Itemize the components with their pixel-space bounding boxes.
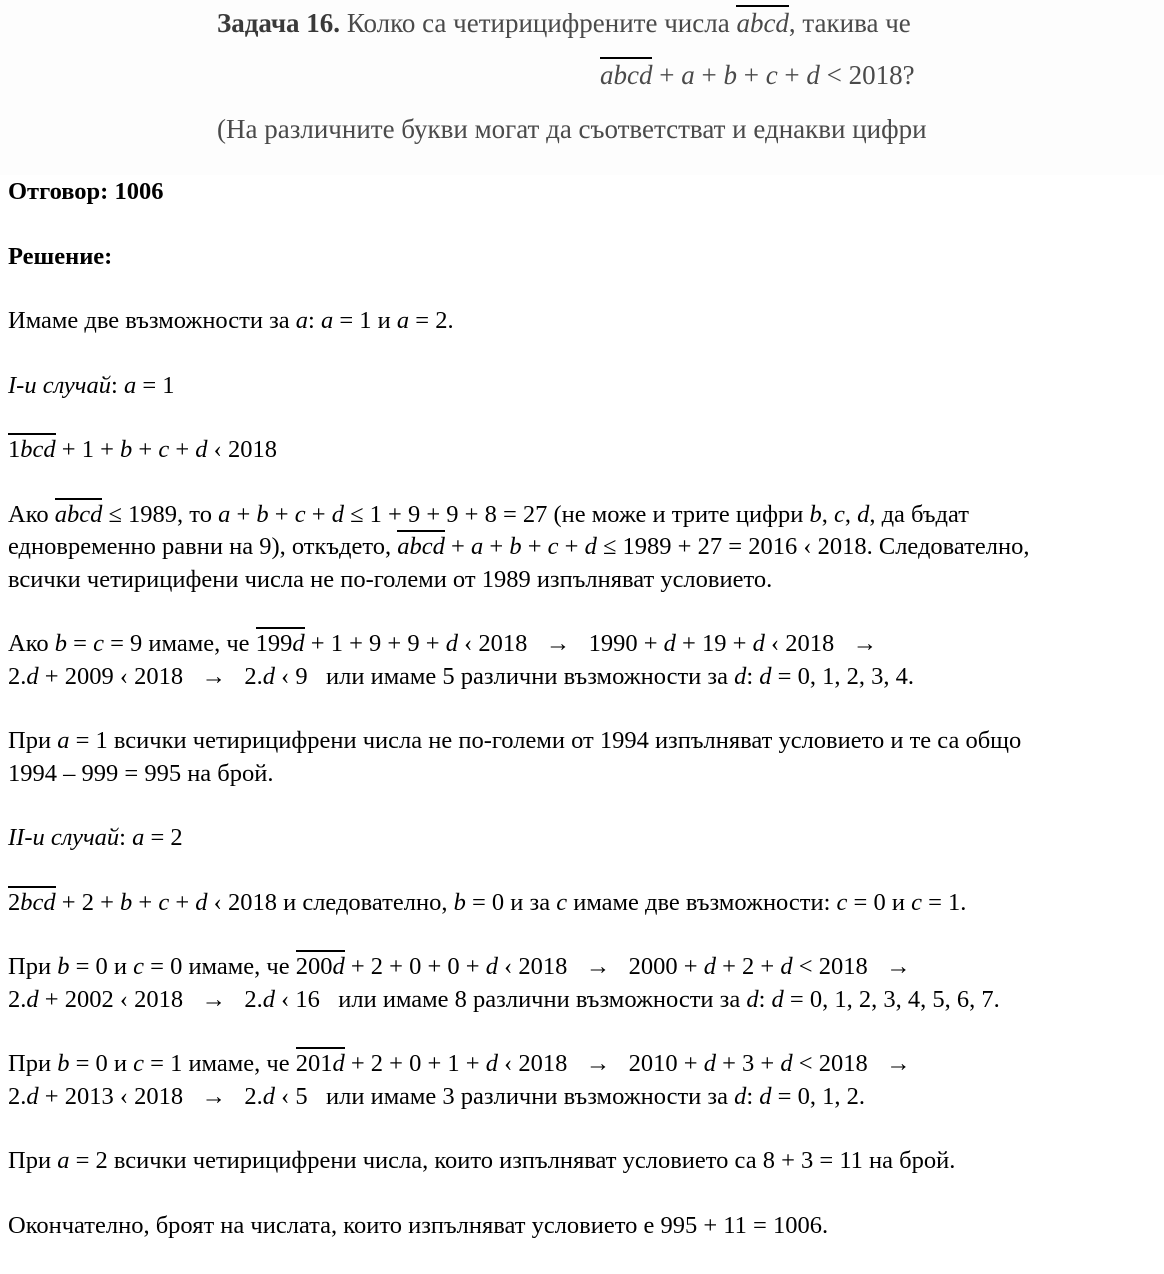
text-run: + bbox=[694, 60, 724, 90]
text-run: ≤ 1989 + 27 = 2016 ‹ 2018. Следователно, bbox=[596, 533, 1030, 560]
math-variable: b bbox=[57, 953, 70, 980]
problem-title: Задача 16. bbox=[217, 8, 341, 38]
text-run: ‹ 2018 bbox=[207, 436, 277, 463]
math-variable: d bbox=[485, 1050, 498, 1077]
text-run: ‹ 16 или имаме 8 различни възможности за bbox=[274, 985, 747, 1013]
text-run: + bbox=[268, 500, 295, 528]
text-run: ≤ 1 + 9 + 9 + 8 = 27 (не може и трите цифри bbox=[343, 500, 810, 528]
text-run: = 0 и за bbox=[465, 888, 557, 916]
overline-number: d bbox=[332, 1047, 344, 1077]
math-variable: c bbox=[158, 436, 170, 463]
text-run: = bbox=[66, 630, 94, 657]
text-run: : bbox=[308, 307, 321, 334]
text-run: Ако bbox=[8, 500, 55, 528]
text-run: + 2009 ‹ 2018 → 2. bbox=[38, 662, 263, 690]
text-run: При bbox=[8, 953, 58, 980]
text-run: При bbox=[8, 1147, 58, 1174]
problem-text bbox=[340, 5, 911, 38]
text-line bbox=[8, 984, 1158, 1017]
math-variable: d bbox=[703, 1050, 716, 1077]
math-variable: b bbox=[809, 500, 822, 528]
text-line bbox=[8, 1081, 1158, 1114]
overline-number: abcd bbox=[600, 57, 652, 90]
text-run: ‹ 2018 → 2000 + bbox=[498, 953, 704, 980]
text-run: = 2 всички четирицифрени числа, които изпълняват условието са 8 + 3 = 11 на брой. bbox=[69, 1147, 956, 1174]
math-variable: d bbox=[780, 1050, 793, 1077]
text-run: : bbox=[111, 371, 124, 399]
text-run: При bbox=[8, 1050, 58, 1077]
text-run: = 0, 1, 2, 3, 4. bbox=[771, 662, 914, 690]
math-variable: a bbox=[320, 307, 334, 334]
text-line bbox=[8, 370, 1158, 403]
text-run: + bbox=[483, 533, 510, 560]
math-variable: b bbox=[120, 888, 133, 916]
math-variable: d bbox=[195, 888, 208, 916]
text-run: = 9 имаме, че bbox=[103, 630, 256, 657]
overline-number: 1 bbox=[8, 433, 20, 463]
math-variable: c bbox=[765, 60, 778, 90]
text-run: : bbox=[746, 1082, 760, 1110]
math-variable: d bbox=[331, 500, 344, 528]
text-run: Окончателно, броят на числата, които изпълняват условието е 995 + 11 = 1006. bbox=[8, 1211, 829, 1239]
text-run: , bbox=[844, 500, 858, 528]
overline-number: d bbox=[292, 627, 304, 657]
solution-body bbox=[8, 176, 1158, 1274]
text-run: (На различните букви могат да съответстват и еднакви цифри bbox=[217, 114, 927, 144]
text-run: + bbox=[169, 888, 196, 916]
math-variable: d bbox=[26, 662, 39, 690]
text-run: + 19 + bbox=[675, 630, 753, 657]
math-variable: b bbox=[509, 533, 522, 560]
paragraph bbox=[8, 305, 1158, 338]
text-run: = 0 имаме, че bbox=[144, 953, 296, 980]
math-variable: a bbox=[123, 371, 137, 399]
text-run: = 0, 1, 2, 3, 4, 5, 6, 7. bbox=[783, 985, 1000, 1013]
paragraph bbox=[8, 499, 1158, 597]
text-line bbox=[8, 951, 1158, 984]
math-variable: c bbox=[547, 533, 559, 560]
text-line bbox=[8, 1145, 1158, 1178]
paragraph bbox=[8, 822, 1158, 855]
math-variable: b bbox=[57, 1050, 70, 1077]
text-line bbox=[8, 758, 1158, 791]
math-variable: c bbox=[556, 888, 568, 916]
text-run: ‹ 2018 → bbox=[764, 630, 878, 657]
math-variable: b bbox=[453, 888, 466, 916]
text-run: + bbox=[305, 500, 332, 528]
text-line bbox=[8, 725, 1158, 758]
text-run: Решение: bbox=[8, 242, 113, 270]
math-variable: c bbox=[93, 630, 104, 657]
math-variable: d bbox=[26, 985, 39, 1013]
text-run: + 2 + bbox=[55, 888, 121, 916]
problem-line-3 bbox=[217, 114, 927, 145]
text-run: , bbox=[821, 500, 834, 528]
math-variable: c bbox=[836, 888, 848, 916]
math-variable: b bbox=[723, 60, 737, 90]
text-run: = 0 и bbox=[69, 953, 134, 980]
math-variable: d bbox=[584, 533, 597, 560]
paragraph bbox=[8, 241, 1158, 274]
math-variable: d bbox=[857, 500, 870, 528]
paragraph bbox=[8, 628, 1158, 693]
text-run: = 0, 1, 2. bbox=[771, 1082, 865, 1110]
text-run: + bbox=[521, 533, 548, 560]
math-variable: d bbox=[262, 1082, 275, 1110]
text-line bbox=[8, 305, 1158, 338]
text-run: При bbox=[8, 727, 58, 754]
text-run: = 0 и bbox=[847, 888, 912, 916]
math-variable: b bbox=[120, 436, 133, 463]
text-line bbox=[8, 241, 1158, 274]
text-run: = 1 всички четирицифрени числа не по-големи от 1994 изпълняват условието и те са общо bbox=[69, 727, 1022, 754]
text-run: = 1 и bbox=[333, 307, 397, 334]
overline-number: d bbox=[332, 950, 344, 980]
math-variable: I-и случай bbox=[8, 371, 111, 399]
math-variable: d bbox=[759, 662, 772, 690]
text-run: = 2. bbox=[409, 307, 454, 334]
math-variable: c bbox=[911, 888, 922, 916]
paragraph bbox=[8, 434, 1158, 467]
text-run: + bbox=[169, 436, 196, 463]
text-run: 2. bbox=[8, 985, 27, 1013]
math-variable: c bbox=[158, 888, 170, 916]
text-run: : bbox=[746, 662, 760, 690]
text-run: + 2 + 0 + 1 + bbox=[344, 1050, 486, 1077]
text-run: = 0 и bbox=[69, 1050, 134, 1077]
paragraph bbox=[8, 1210, 1158, 1243]
text-run: + bbox=[736, 60, 766, 90]
overline-number: abcd bbox=[55, 498, 103, 528]
math-variable: d bbox=[195, 436, 208, 463]
math-variable: a bbox=[57, 727, 70, 754]
text-run: + 1 + 9 + 9 + bbox=[304, 630, 446, 657]
overline-number: 2 bbox=[8, 886, 20, 916]
text-run: + 2013 ‹ 2018 → 2. bbox=[38, 1082, 263, 1110]
text-run: = 2 bbox=[144, 824, 183, 851]
text-run: + bbox=[652, 60, 682, 90]
math-variable: c bbox=[133, 1050, 144, 1077]
text-run: всички четирицифени числа не по-големи от 1989 изпълняват условието. bbox=[8, 565, 773, 593]
text-line bbox=[8, 176, 1158, 209]
text-run: + 3 + bbox=[715, 1050, 781, 1077]
paragraph bbox=[8, 1145, 1158, 1178]
math-variable: c bbox=[133, 953, 144, 980]
math-variable: d bbox=[771, 985, 784, 1013]
text-run: + 2 + 0 + 0 + bbox=[344, 953, 486, 980]
overline-number: abcd bbox=[736, 5, 788, 38]
math-variable: d bbox=[663, 630, 676, 657]
text-run: = 1. bbox=[921, 888, 967, 916]
text-run: 1994 – 999 = 995 на брой. bbox=[8, 759, 274, 787]
math-variable: d bbox=[752, 630, 765, 657]
math-variable: a bbox=[396, 307, 410, 334]
paragraph bbox=[8, 176, 1158, 209]
problem-scan bbox=[0, 0, 1164, 175]
math-variable: d bbox=[734, 662, 747, 690]
text-run: , да бъдат bbox=[869, 500, 969, 528]
paragraph bbox=[8, 1048, 1158, 1113]
paragraph bbox=[8, 951, 1158, 1016]
text-run: ‹ 5 или имаме 3 различни възможности за bbox=[274, 1082, 735, 1110]
overline-number: 199 bbox=[256, 627, 293, 657]
overline-number: bcd bbox=[20, 433, 55, 463]
overline-number: 201 bbox=[296, 1047, 333, 1077]
math-variable: c bbox=[833, 500, 845, 528]
text-run: ‹ 9 или имаме 5 различни възможности за bbox=[274, 662, 735, 690]
math-variable: d bbox=[26, 1082, 39, 1110]
problem-line-1 bbox=[217, 8, 911, 39]
text-line bbox=[8, 822, 1158, 855]
text-run: ≤ 1989, то bbox=[102, 500, 219, 528]
text-run: + bbox=[558, 533, 585, 560]
text-run: едновременно равни на 9), откъдето, bbox=[8, 533, 398, 560]
paragraph bbox=[8, 725, 1158, 790]
text-run: < 2018 → bbox=[792, 953, 911, 980]
math-variable: a bbox=[681, 60, 695, 90]
text-run: Ако bbox=[8, 630, 55, 657]
overline-number: abcd bbox=[397, 530, 445, 560]
text-run: : bbox=[758, 985, 772, 1013]
text-run: + 1 + bbox=[55, 436, 121, 463]
math-variable: c bbox=[294, 500, 306, 528]
text-run: < 2018? bbox=[819, 60, 915, 90]
text-run: , такива че bbox=[788, 8, 911, 38]
text-run: имаме две възможности: bbox=[567, 888, 837, 916]
text-run: ‹ 2018 → 2010 + bbox=[498, 1050, 704, 1077]
math-variable: d bbox=[485, 953, 498, 980]
paragraph bbox=[8, 887, 1158, 920]
text-line bbox=[8, 564, 1158, 597]
text-run: = 1 имаме, че bbox=[144, 1050, 296, 1077]
text-run: Имаме две възможности за bbox=[8, 307, 296, 334]
text-run: Отговор: 1006 bbox=[8, 178, 164, 205]
text-run: ‹ 2018 → 1990 + bbox=[457, 630, 664, 657]
math-variable: d bbox=[262, 985, 275, 1013]
math-variable: b bbox=[54, 630, 67, 657]
text-run: < 2018 → bbox=[792, 1050, 911, 1077]
text-run: Колко са четирицифрените числа bbox=[340, 8, 737, 38]
overline-number: bcd bbox=[20, 886, 55, 916]
text-run: + 2 + bbox=[715, 953, 781, 980]
text-run: + bbox=[230, 500, 257, 528]
text-line bbox=[8, 628, 1158, 661]
text-run: 2. bbox=[8, 1082, 27, 1110]
math-variable: d bbox=[734, 1082, 747, 1110]
text-line bbox=[8, 1048, 1158, 1081]
math-variable: a bbox=[218, 500, 231, 528]
text-line bbox=[8, 887, 1158, 920]
math-variable: a bbox=[471, 533, 484, 560]
math-variable: a bbox=[295, 307, 309, 334]
text-line bbox=[8, 1210, 1158, 1243]
text-run: + bbox=[444, 533, 471, 560]
text-run: + 2002 ‹ 2018 → 2. bbox=[38, 985, 263, 1013]
math-variable: d bbox=[746, 985, 759, 1013]
text-run: + bbox=[777, 60, 807, 90]
text-line bbox=[8, 434, 1158, 467]
overline-number: 200 bbox=[296, 950, 333, 980]
text-run: + bbox=[132, 888, 159, 916]
text-run: 2. bbox=[8, 662, 27, 690]
paragraph bbox=[8, 370, 1158, 403]
text-line bbox=[8, 661, 1158, 694]
math-variable: d bbox=[759, 1082, 772, 1110]
text-run: + bbox=[132, 436, 159, 463]
problem-line-2 bbox=[600, 60, 915, 91]
math-variable: a bbox=[57, 1147, 70, 1174]
math-variable: d bbox=[780, 953, 793, 980]
math-variable: II-и случай bbox=[8, 824, 120, 851]
math-variable: d bbox=[806, 60, 820, 90]
text-line bbox=[8, 531, 1158, 564]
math-variable: b bbox=[256, 500, 269, 528]
math-variable: a bbox=[132, 824, 145, 851]
math-variable: d bbox=[445, 630, 458, 657]
text-run: = 1 bbox=[136, 371, 175, 399]
text-line bbox=[8, 499, 1158, 532]
text-run: ‹ 2018 и следователно, bbox=[207, 888, 454, 916]
text-run: : bbox=[119, 824, 133, 851]
math-variable: d bbox=[262, 662, 275, 690]
math-variable: d bbox=[703, 953, 716, 980]
